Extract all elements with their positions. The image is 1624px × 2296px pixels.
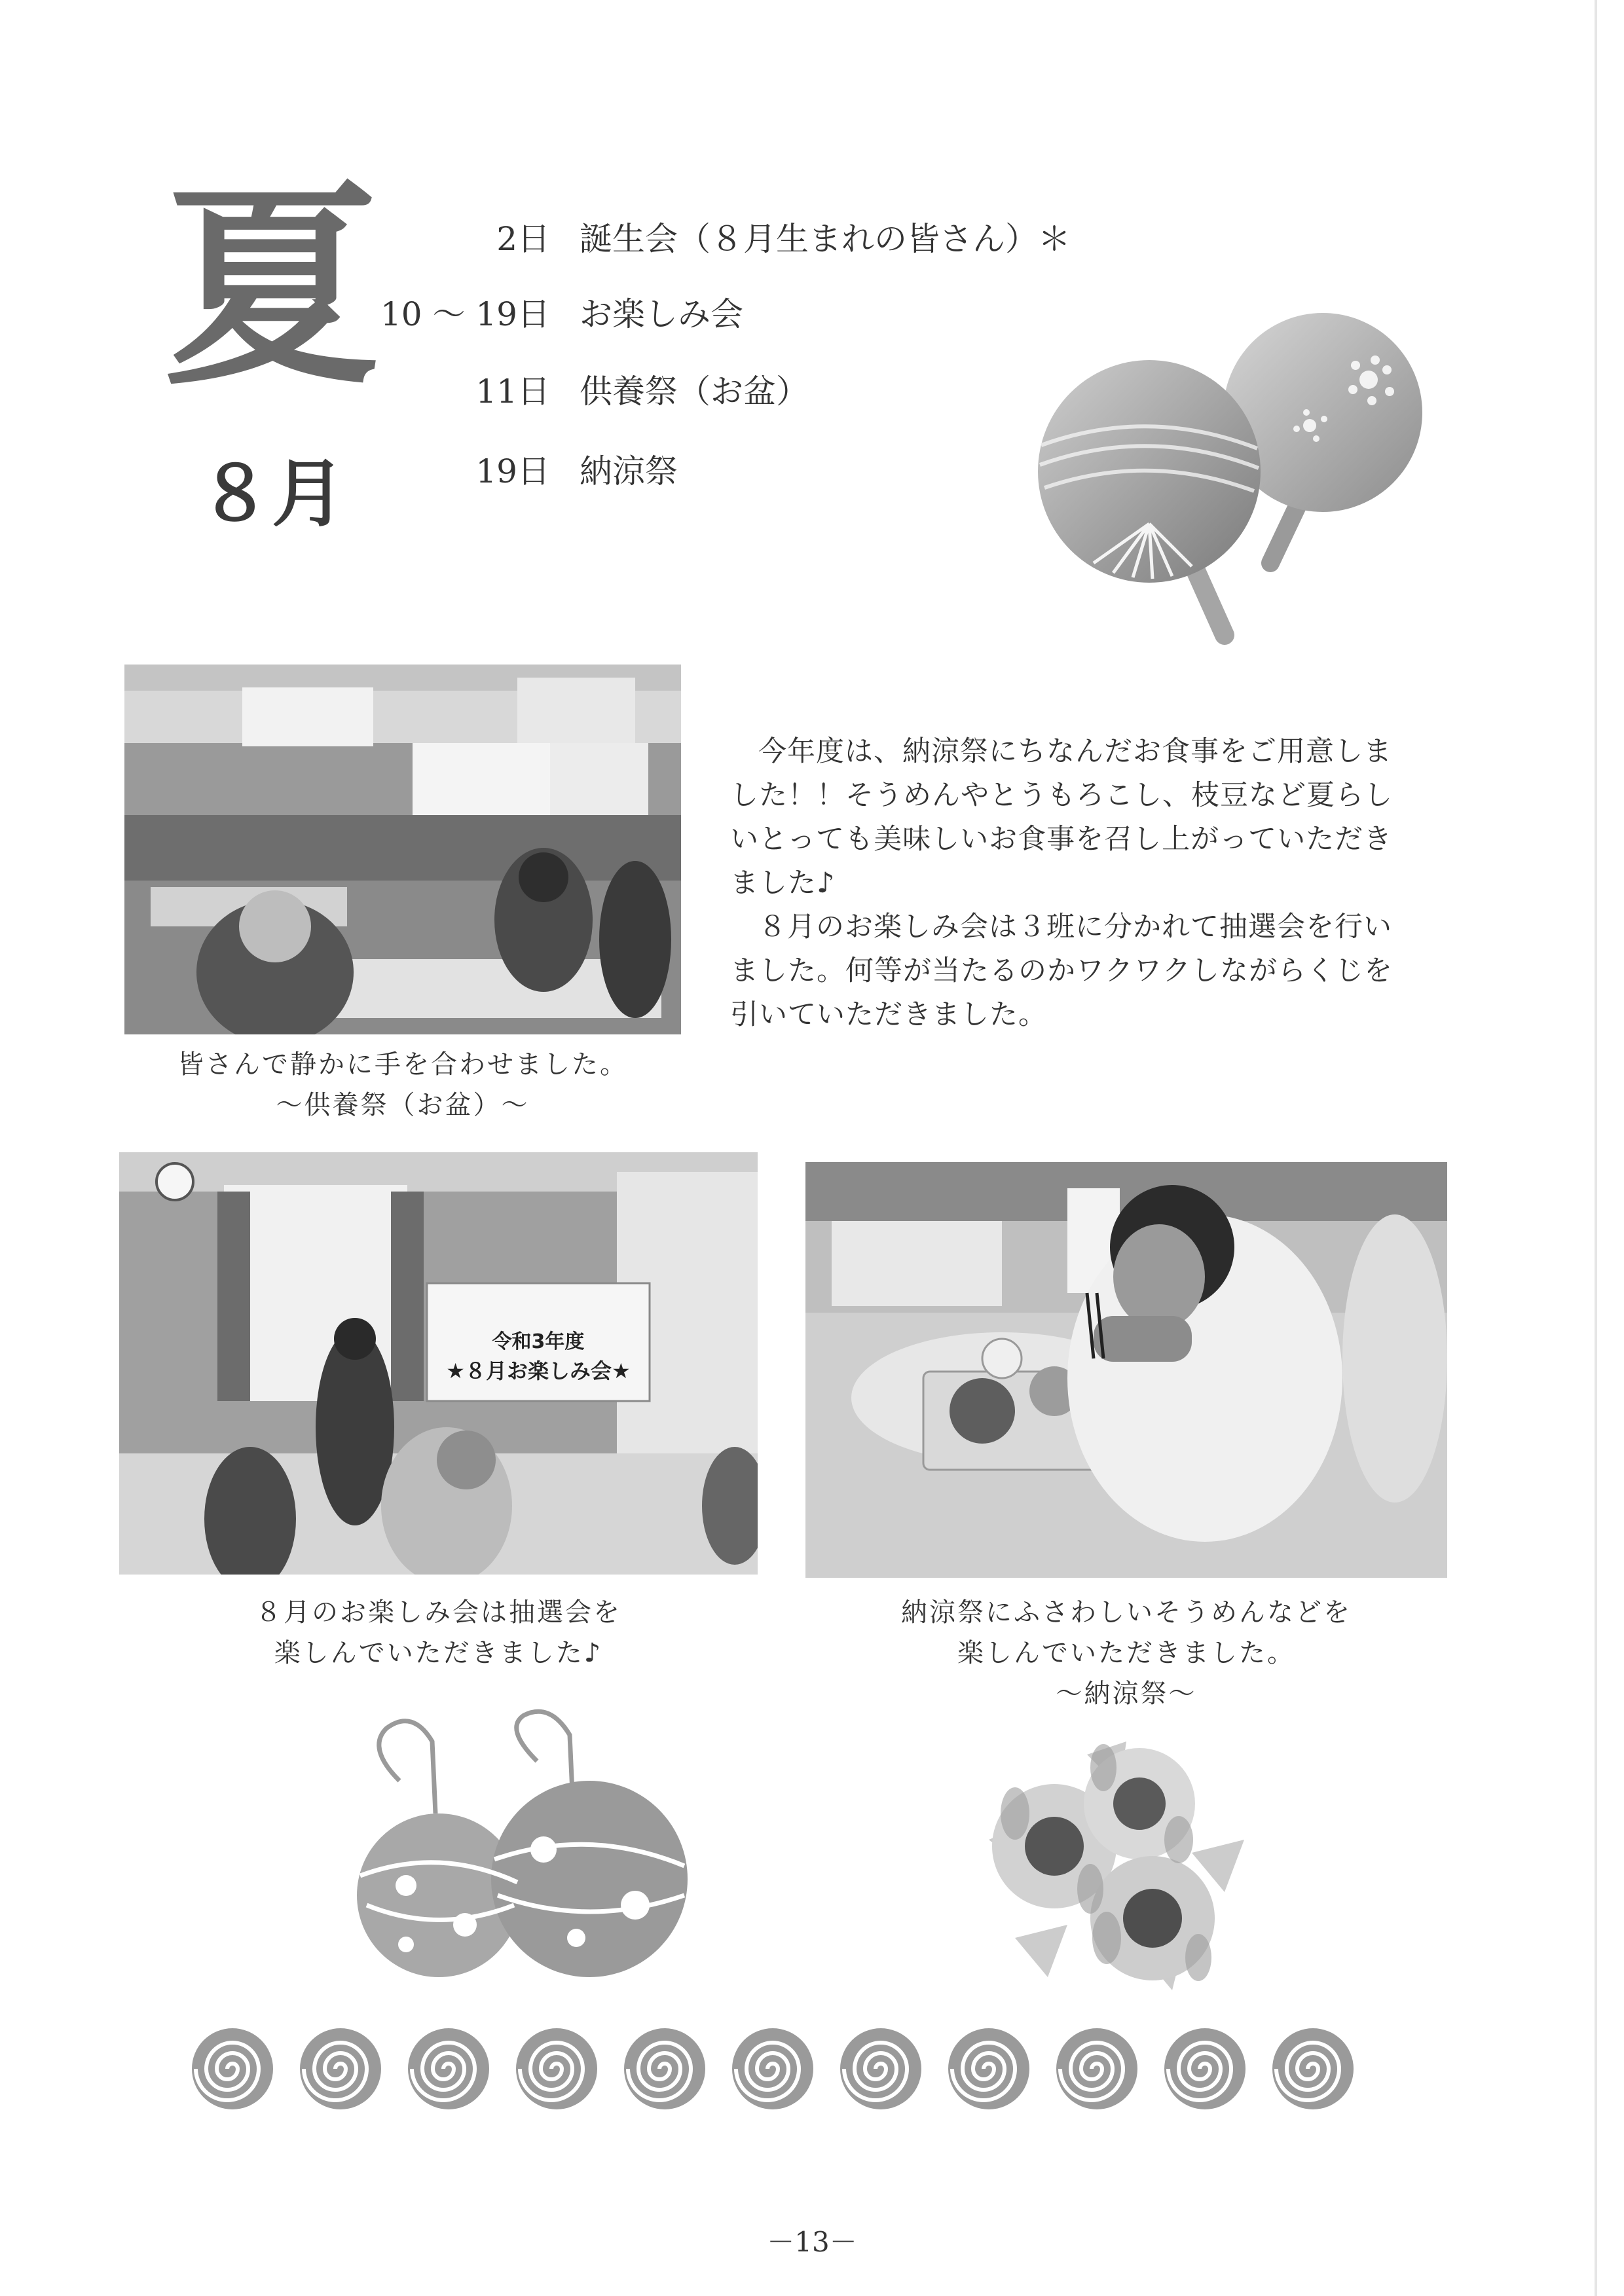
photo-memorial-service [124,665,681,1034]
caption-line: 楽しんでいただきました。 [957,1638,1295,1668]
scan-edge-line [1595,0,1597,2296]
season-character: 夏 [164,162,373,414]
banner-title: ★８月お楽しみ会★ [446,1358,631,1383]
schedule-event: 供養祭（お盆） [580,373,809,410]
furin-wind-chimes-icon [327,1709,694,1997]
photo-summer-festival [805,1162,1447,1578]
caption-line: 納涼祭にふさわしいそうめんなどを [901,1597,1352,1628]
caption-line: ～納涼祭～ [1056,1679,1197,1709]
schedule-row [367,213,1153,265]
article-text [730,730,1418,1037]
schedule-day: 11日 [475,373,550,410]
photo-caption [805,1592,1447,1714]
paragraph: ８月のお楽しみ会は３班に分かれて抽選会を行いました。何等が当たるのかワクワクしながらくじを引いていただきました。 [730,911,1393,1031]
schedule-day: 19日 [475,452,550,490]
schedule-event: 納涼祭 [580,452,678,490]
sunflowers-icon [976,1741,1257,2003]
caption-line: 楽しんでいただきました♪ [274,1638,603,1668]
page-number: －13－ [767,2226,857,2258]
schedule-day: 10 ～ 19日 [380,295,550,333]
paragraph: 今年度は、納涼祭にちなんだお食事をご用意しました！！そうめんやとうもろこし、枝豆など夏らしいとっても美味しいお食事を召し上がっていただきました♪ [730,735,1393,900]
caption-line: ８月のお楽しみ会は抽選会を [255,1597,621,1628]
photo-caption [119,1592,758,1673]
spiral-border-icon [187,2023,1365,2115]
month-label: ８月 [198,452,345,537]
uchiwa-fans-icon [1028,308,1447,648]
photo-caption [124,1044,681,1125]
banner-year: 令和3年度 [492,1330,585,1353]
caption-line: ～供養祭（お盆）～ [276,1090,530,1120]
caption-line: 皆さんで静かに手を合わせました。 [177,1049,628,1080]
photo-lottery-event [119,1152,758,1575]
schedule-event: お楽しみ会 [580,295,743,333]
schedule-day: 2日 [496,220,550,258]
schedule-event: 誕生会（８月生まれの皆さん）＊ [580,220,1071,258]
